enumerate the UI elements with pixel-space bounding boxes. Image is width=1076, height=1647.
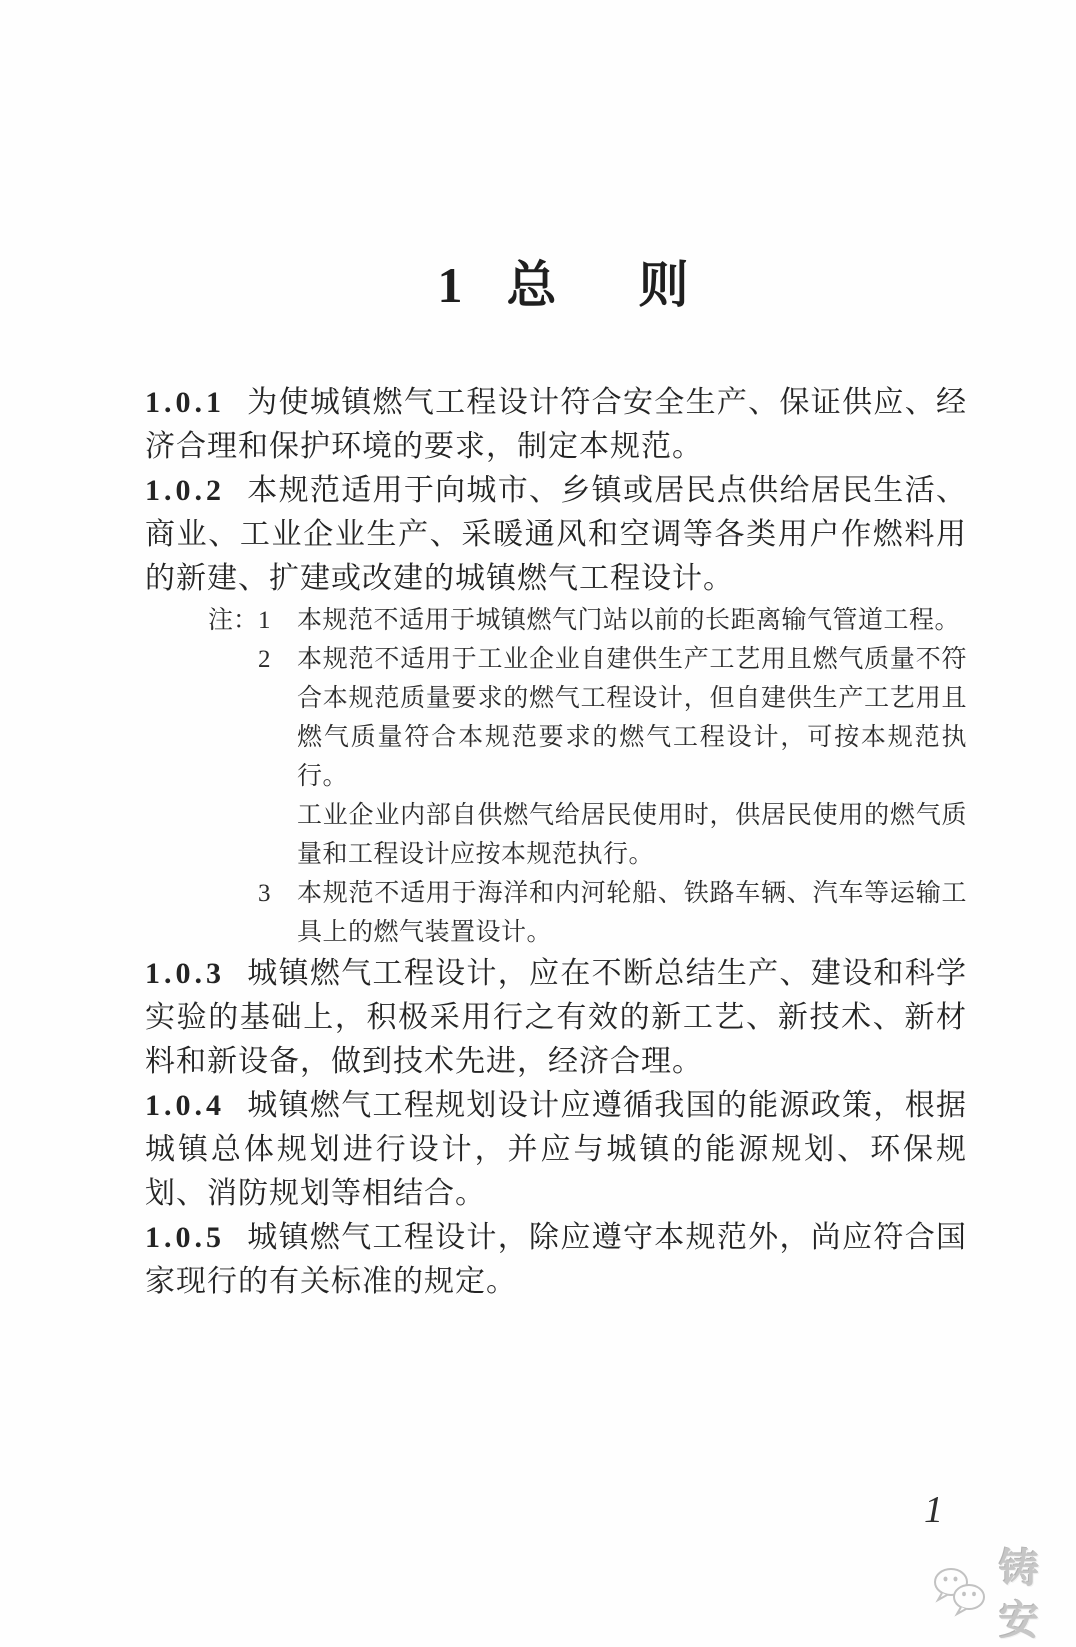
note-number-spacer [258,796,297,874]
page-number: 1 [924,1489,943,1531]
clause-text: 城镇燃气工程设计，应在不断总结生产、建设和科学实验的基础上，积极采用行之有效的新工艺、新技术、新材料和新设备，做到技术先进，经济合理。 [145,957,967,1078]
note-text: 工业企业内部自供燃气给居民使用时，供居民使用的燃气质量和工程设计应按本规范执行。 [297,802,967,868]
clause-number: 1.0.3 [145,957,225,990]
note-text: 本规范不适用于工业企业自建供生产工艺用且燃气质量不符合本规范质量要求的燃气工程设计，但自建供生产工艺用且燃气质量符合本规范要求的燃气工程设计，可按本规范执行。 [297,646,967,790]
watermark [930,1543,1076,1647]
clause-text: 城镇燃气工程设计，除应遵守本规范外，尚应符合国家现行的有关标准的规定。 [145,1221,967,1298]
clause-1-0-2 [145,469,967,601]
clause-number: 1.0.4 [145,1089,225,1122]
note-item-1 [208,601,967,640]
clause-1-0-5 [145,1216,967,1304]
notes-block [145,601,967,952]
chapter-title [25,254,1076,316]
clause-text: 为使城镇燃气工程设计符合安全生产、保证供应、经济合理和保护环境的要求，制定本规范。 [145,386,967,463]
note-number: 2 [258,646,271,673]
note-item-2-continued [208,796,967,874]
clause-number: 1.0.2 [145,474,225,507]
clause-number: 1.0.5 [145,1221,225,1254]
watermark-text: 铸安 [999,1546,1042,1643]
chapter-title-char-2: 则 [638,257,689,313]
clause-1-0-3 [145,952,967,1084]
wechat-icon [930,1566,992,1625]
clause-number: 1.0.1 [145,386,225,419]
note-number: 3 [258,880,271,907]
note-item-3 [208,874,967,952]
note-text: 本规范不适用于海洋和内河轮船、铁路车辆、汽车等运输工具上的燃气装置设计。 [297,880,967,946]
clause-1-0-4 [145,1084,967,1216]
note-number: 1 [258,607,271,634]
notes-label-spacer [208,796,258,874]
notes-label-spacer [208,640,258,796]
page-content [145,381,967,1304]
chapter-number: 1 [437,257,463,313]
notes-label: 注： [208,607,259,634]
note-item-2 [208,640,967,796]
clause-text: 本规范适用于向城市、乡镇或居民点供给居民生活、商业、工业企业生产、采暖通风和空调等各类用户作燃料用的新建、扩建或改建的城镇燃气工程设计。 [145,474,967,595]
note-text: 本规范不适用于城镇燃气门站以前的长距离输气管道工程。 [297,607,961,634]
clause-text: 城镇燃气工程规划设计应遵循我国的能源政策，根据城镇总体规划进行设计，并应与城镇的能源规划、环保规划、消防规划等相结合。 [145,1089,967,1210]
clause-1-0-1 [145,381,967,469]
notes-label-spacer [208,874,258,952]
chapter-title-char-1: 总 [506,257,557,313]
